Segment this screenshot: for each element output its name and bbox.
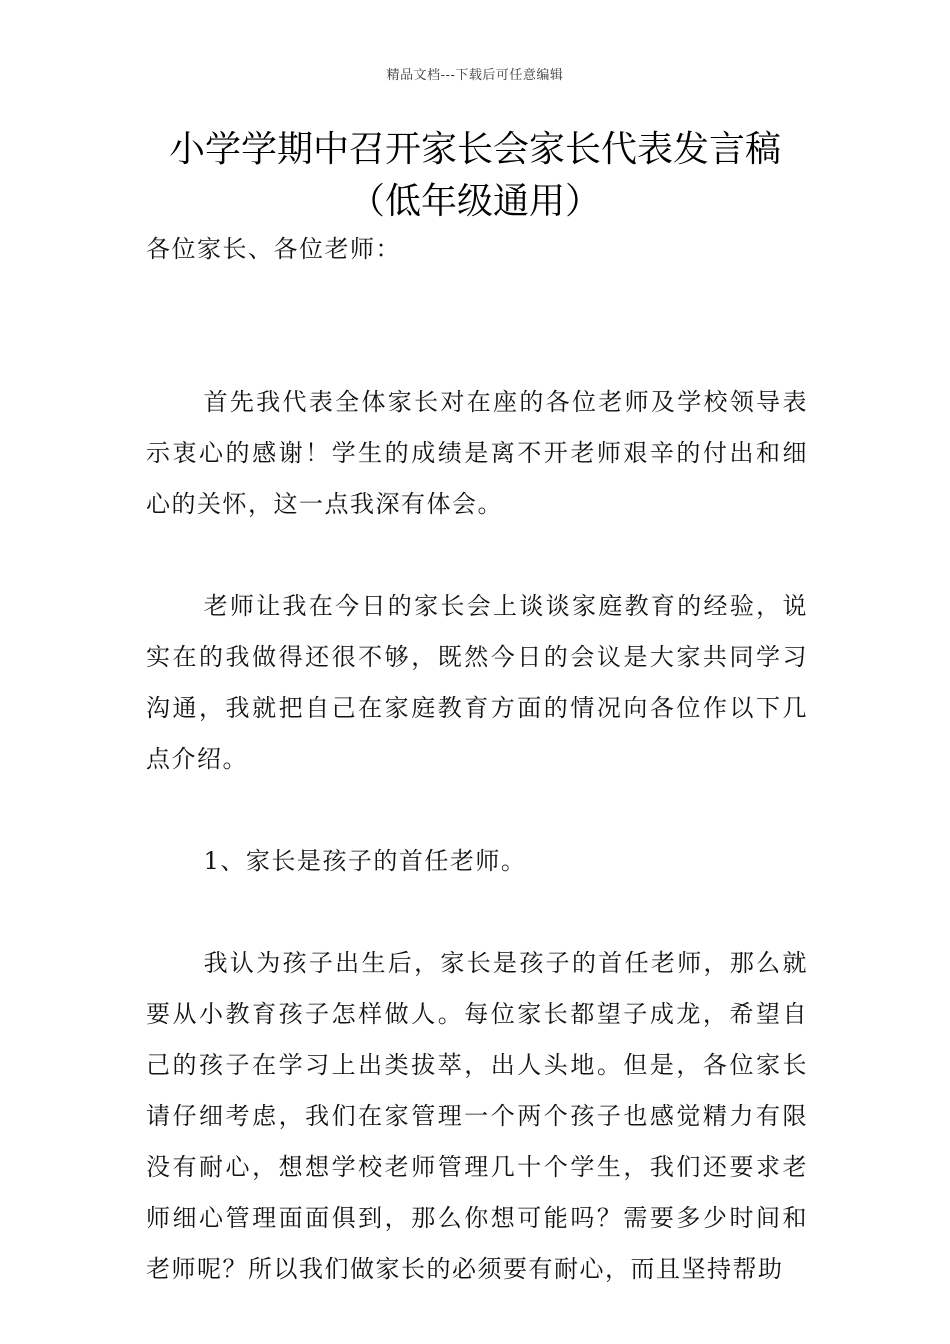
paragraph-gap [146, 887, 808, 938]
header-note: 精品文档---下载后可任意编辑 [386, 68, 564, 83]
document-body [146, 224, 808, 1295]
paragraph-gap [146, 326, 808, 377]
salutation: 各位家长、各位老师： [146, 235, 401, 263]
paragraph-2: 老师让我在今日的家长会上谈谈家庭教育的经验，说实在的我做得还很不够，既然今日的会议是大家共同学习沟通，我就把自己在家庭教育方面的情况向各位作以下几点介绍。 [146, 592, 808, 773]
title-line-2: （低年级通用） [348, 181, 601, 222]
paragraph-gap [146, 275, 808, 326]
point-1-heading: 1、家长是孩子的首任老师。 [203, 847, 527, 875]
title-line-1: 小学学期中召开家长会家长代表发言稿 [168, 129, 781, 170]
paragraph-1: 首先我代表全体家长对在座的各位老师及学校领导表示衷心的感谢！学生的成绩是离不开老师艰辛的付出和细心的关怀，这一点我深有体会。 [146, 388, 808, 518]
document-title [100, 124, 850, 228]
paragraph-3: 我认为孩子出生后，家长是孩子的首任老师，那么就要从小教育孩子怎样做人。每位家长都望子成龙，希望自己的孩子在学习上出类拔萃，出人头地。但是，各位家长请仔细考虑，我们在家管理一个两个孩子也感觉精力有限没有耐心，想想学校老师管理几十个学生，我们还要求老师细心管理面面俱到，那么你想可能吗？需要多少时间和老师呢？所以我们做家长的必须要有耐心，而且坚持帮助 [146, 949, 808, 1283]
paragraph-gap [146, 530, 808, 581]
paragraph-gap [146, 785, 808, 836]
